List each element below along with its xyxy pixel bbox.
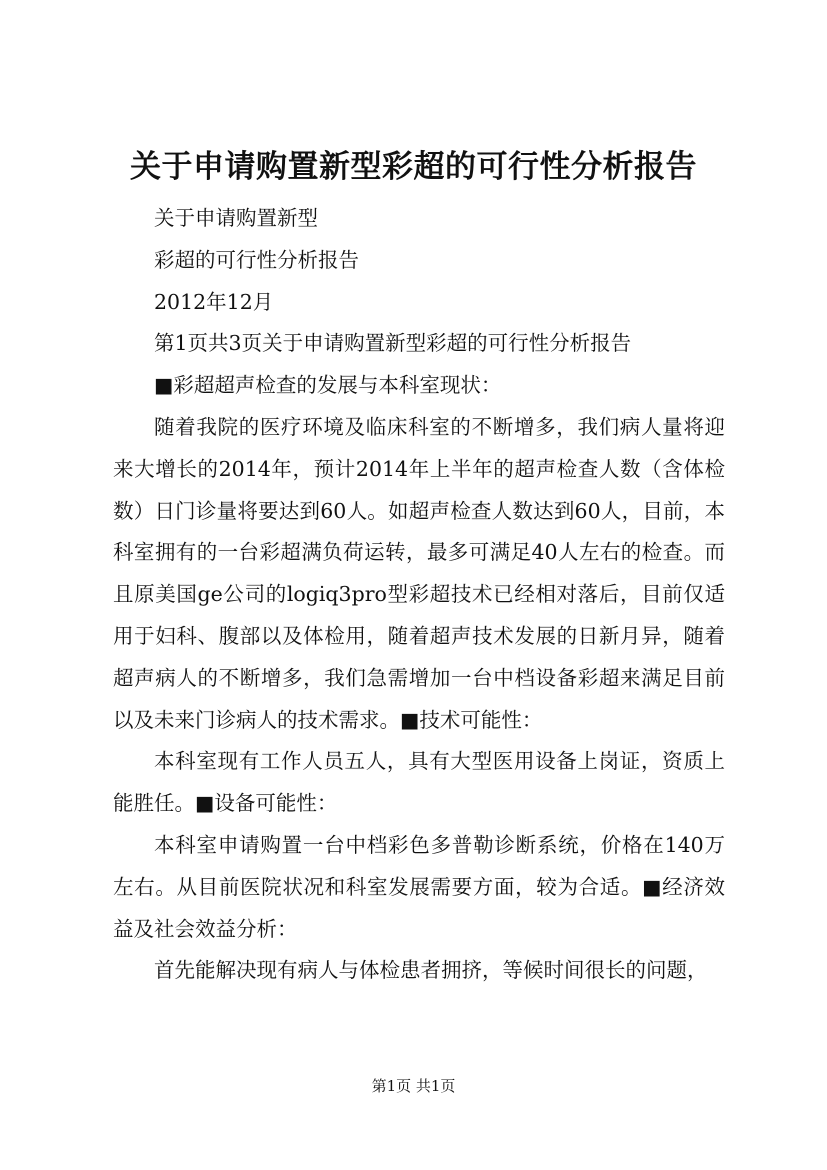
document-body: [113, 198, 725, 992]
page-footer: 第1页 共1页: [371, 1077, 456, 1095]
paragraph-body: 本科室现有工作人员五人，具有大型医用设备上岗证，资质上能胜任。■设备可能性：: [113, 749, 725, 816]
paragraph-subtitle-line-1: 关于申请购置新型: [154, 206, 318, 230]
paragraph-body: 随着我院的医疗环境及临床科室的不断增多，我们病人量将迎来大增长的2014年，预计2014年上半年的超声检查人数（含体检数）日门诊量将要达到60人。如超声检查人数达到60人，目前，本科室拥有的一台彩超满负荷运转，最多可满足40人左右的检查。而且原美国ge公司的logiq3pro型彩超技术已经相对落后，目前仅适用于妇科、腹部以及体检用，随着超声技术发展的日新月异，随着超声病人的不断增多，我们急需增加一台中档设备彩超来满足目前以及未来门诊病人的技术需求。■技术可能性：: [113, 414, 725, 732]
paragraph-subtitle-line-2: 彩超的可行性分析报告: [154, 247, 359, 272]
paragraph-section-heading: ■彩超超声检查的发展与本科室现状：: [154, 373, 502, 398]
paragraph-date: 2012年12月: [154, 289, 274, 314]
document-title: 关于申请购置新型彩超的可行性分析报告: [130, 149, 697, 185]
paragraph-body: 首先能解决现有病人与体检患者拥挤，等候时间很长的问题，: [154, 958, 708, 983]
paragraph-body: 本科室申请购置一台中档彩色多普勒诊断系统，价格在140万左右。从目前医院状况和科室发展需要方面，较为合适。■经济效益及社会效益分析：: [113, 832, 725, 941]
paragraph-page-ref: 第1页共3页关于申请购置新型彩超的可行性分析报告: [154, 331, 632, 356]
